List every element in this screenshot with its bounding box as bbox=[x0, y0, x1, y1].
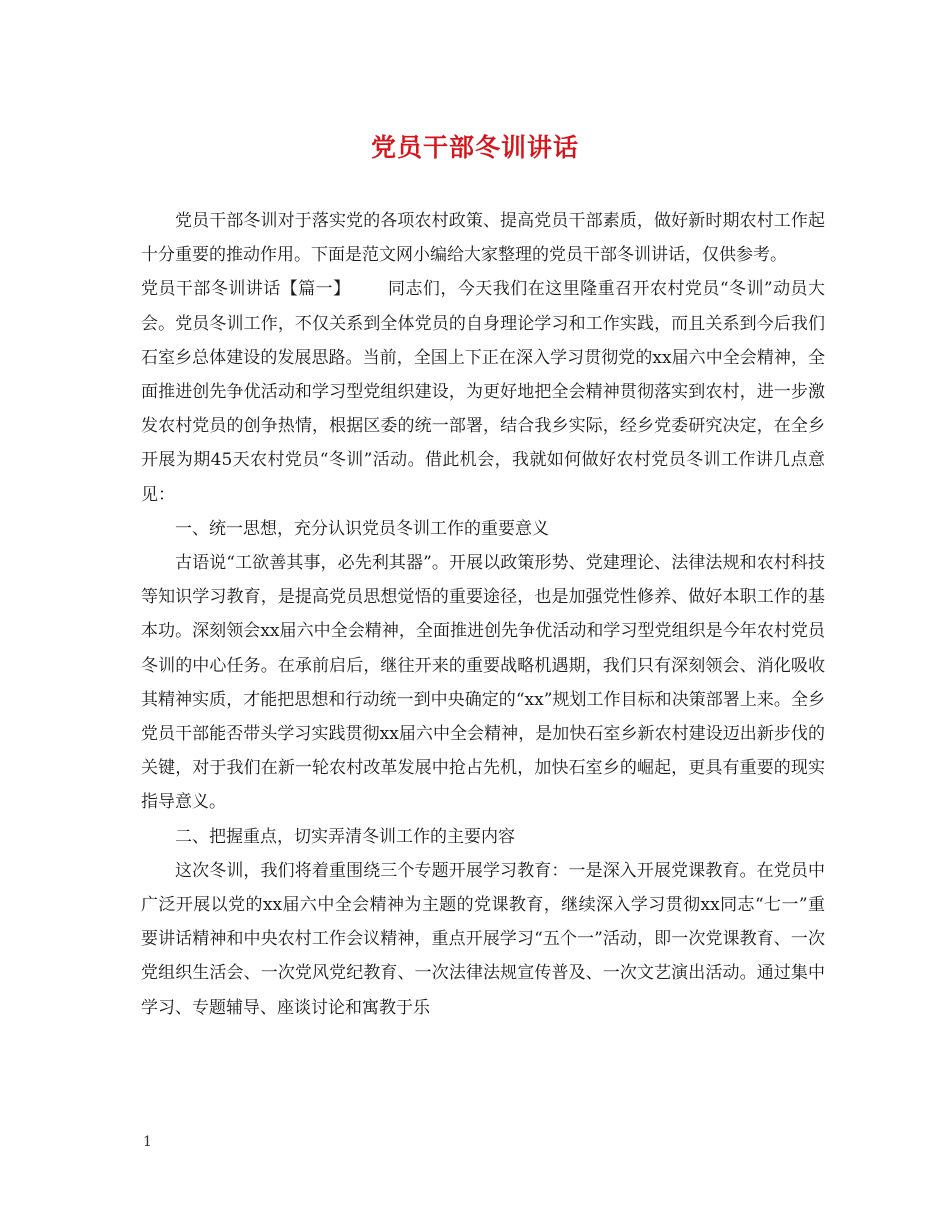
paragraph-one: 古语说“工欲善其事，必先利其器”。开展以政策形势、党建理论、法律法规和农村科技等知识学习教育，是提高党员思想觉悟的重要途径，也是加强党性修养、做好本职工作的基本功。深刻领会xx届六中全会精神，全面推进创先争优活动和学习型党组织是今年农村党员冬训的中心任务。在承前启后，继往开来的重要战略机遇期，我们只有深刻领会、消化吸收其精神实质，才能把思想和行动统一到中央确定的“xx”规划工作目标和决策部署上来。全乡党员干部能否带头学习实践贯彻xx届六中全会精神，是加快石室乡新农村建设迈出新步伐的关键，对于我们在新一轮农村改革发展中抢占先机，加快石室乡的崛起，更具有重要的现实指导意义。 bbox=[141, 553, 825, 813]
document-title: 党员干部冬训讲话 bbox=[370, 133, 579, 162]
section-opening-text: 同志们，今天我们在这里隆重召开农村党员“冬训”动员大会。党员冬训工作，不仅关系到全体党员的自身理论学习和工作实践，而且关系到今后我们石室乡总体建设的发展思路。当前，全国上下正在深入学习贯彻党的xx届六中全会精神，全面推进创先争优活动和学习型党组织建设，为更好地把全会精神贯彻落实到农村，进一步激发农村党员的创争热情，根据区委的统一部署，结合我乡实际，经乡党委研究决定，在全乡开展为期45天农村党员“冬训”活动。借此机会，我就如何做好农村党员冬训工作讲几点意见： bbox=[141, 279, 825, 505]
heading-one: 一、统一思想，充分认识党员冬训工作的重要意义 bbox=[175, 518, 549, 539]
section-opening-paragraph bbox=[141, 272, 825, 511]
section-label: 党员干部冬训讲话【篇一】 bbox=[141, 279, 351, 300]
heading-two: 二、把握重点，切实弄清冬训工作的主要内容 bbox=[175, 826, 515, 847]
paragraph-two: 这次冬训，我们将着重围绕三个专题开展学习教育：一是深入开展党课教育。在党员中广泛开展以党的xx届六中全会精神为主题的党课教育，继续深入学习贯彻xx同志“七一”重要讲话精神和中央农村工作会议精神，重点开展学习“五个一”活动，即一次党课教育、一次党组织生活会、一次党风党纪教育、一次法律法规宣传普及、一次文艺演出活动。通过集中学习、专题辅导、座谈讨论和寓教于乐 bbox=[141, 860, 825, 1018]
page-number: 1 bbox=[143, 1134, 152, 1150]
document-body bbox=[141, 204, 825, 1025]
intro-paragraph: 党员干部冬训对于落实党的各项农村政策、提高党员干部素质，做好新时期农村工作起十分重要的推动作用。下面是范文网小编给大家整理的党员干部冬训讲话，仅供参考。 bbox=[141, 211, 825, 266]
